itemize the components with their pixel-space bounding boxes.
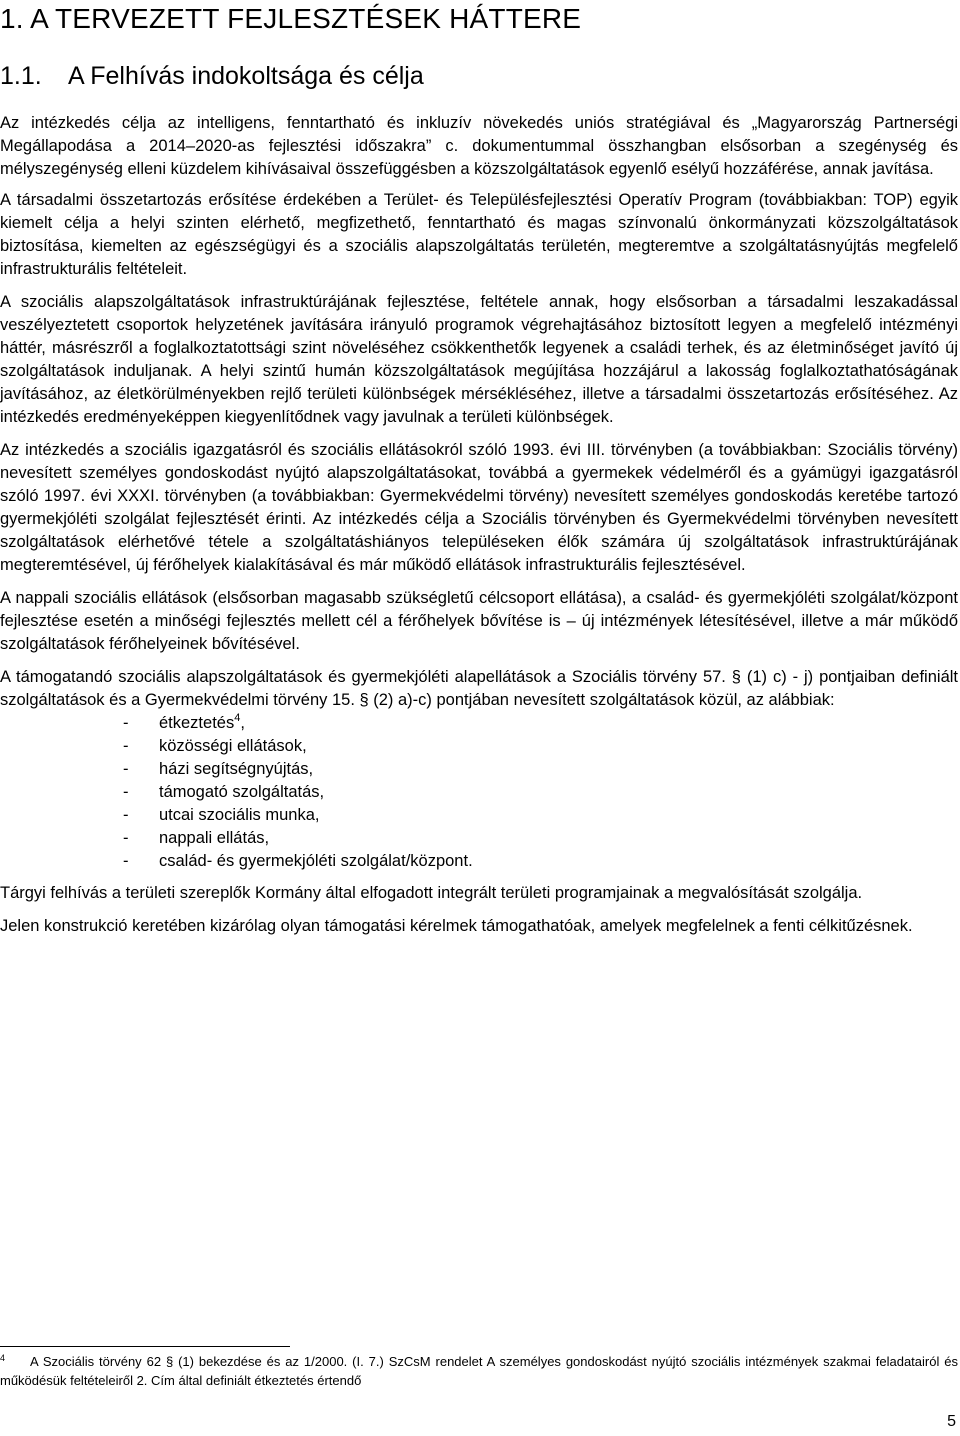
footnote-text: A Szociális törvény 62 § (1) bekezdése és az 1/2000. (I. 7.) SzCsM rendelet A személyes gondoskodást nyújtó szociális intézmények szakmai feladatairól és működésük feltételeiről 2. Cím által definiált étkeztetés értendő — [0, 1354, 958, 1388]
closing-paragraph-2: Jelen konstrukció keretében kizárólag olyan támogatási kérelmek támogathatóak, amelyek megfelelnek a fenti célkitűzésnek. — [0, 917, 913, 935]
paragraph-4: Az intézkedés a szociális igazgatásról és szociális ellátásokról szóló 1993. évi III. törvényben (a továbbiakban: Szociális törvény) nevesített személyes gondoskodást nyújtó alapszolgáltatásokat, továbbá a gyermekek védelméről és a gyámügyi igazgatásról szóló 1997. évi XXXI. törvényben (a továbbiakban: Gyermekvédelmi törvény) nevesített személyes gondoskodás keretébe tartozó gyermekjóléti szolgálat fejlesztését érinti. Az intézkedés célja a Szociális törvényben és Gyermekvédelmi törvényben nevesített szolgáltatások elérhetővé tétele a szolgáltatáshiányos településeken élők számára új szolgáltatások infrastruktúrájának megteremtésével, új férőhelyek kialakításával és már működő ellátások infrastrukturális fejlesztésével. — [0, 441, 958, 574]
heading-level-2 — [0, 60, 424, 92]
list-item: - étkeztetés$^4$, — [123, 712, 245, 732]
paragraph-5: A nappali szociális ellátások (elsősorban magasabb szükségletű célcsoport ellátása), a család- és gyermekjóléti szolgálat/központ fejlesztése esetén a minőségi fejlesztés mellett cél a férőhelyek bővítése is – új intézmények létesítésével, illetve a már működő szolgáltatások férőhelyeinek bővítésével. — [0, 589, 958, 653]
list-item: - házi segítségnyújtás, — [123, 760, 314, 778]
list-item: - utcai szociális munka, — [123, 806, 320, 824]
paragraph-1: Az intézkedés célja az intelligens, fenntartható és inkluzív növekedés uniós stratégiával és „Magyarország Partnerségi Megállapodása a 2014–2020-as fejlesztési időszakra” c. dokumentummal összhangban elsősorban a szegénység és mélyszegénység elleni küzdelem kihívásaival összefüggésben a közszolgáltatások egyenlő esélyű hozzáférése, annak javítása. — [0, 114, 958, 178]
heading-level-1: 1. A TERVEZETT FEJLESZTÉSEK HÁTTERE — [0, 3, 582, 34]
paragraph-3: A szociális alapszolgáltatások infrastruktúrájának fejlesztése, feltétele annak, hogy elsősorban a társadalmi leszakadással veszélyeztetett csoportok helyzetének javítására irányuló programok végrehajtásához biztosított legyen a megfelelő intézményi háttér, másrészről a foglalkoztatottsági szint növeléséhez csökkenthetők legyenek a családi terhek, és az életminőséget javító új szolgáltatások induljanak. A helyi szintű humán közszolgáltatások megújítása hozzájárul a lakosság foglalkoztathatóságának javításához, az életkörülményekben rejlő területi különbségek mérsékléséhez, illetve a társadalmi összetartozás erősítéséhez. Az intézkedés eredményeképpen kiegyenlítődnek vagy javulnak a területi különbségek. — [0, 293, 958, 426]
service-list — [0, 712, 958, 873]
footnote: $^4$ A Szociális törvény 62 § (1) bekezdése és az 1/2000. (I. 7.) SzCsM rendelet A személyes gondoskodást nyújtó szociális intézmények szakmai feladatairól és működésük feltételeiről 2. Cím által definiált étkeztetés értendő — [0, 1353, 958, 1388]
body-text — [0, 112, 958, 948]
list-item: - közösségi ellátások, — [123, 737, 307, 755]
list-item: - nappali ellátás, — [123, 829, 270, 847]
page-number: 5 — [947, 1413, 956, 1430]
footnote-divider — [0, 1346, 290, 1347]
footnote-reference[interactable]: 4 — [234, 712, 241, 724]
paragraph-6: A támogatandó szociális alapszolgáltatások és gyermekjóléti alapellátások a Szociális törvény 57. § (1) c) - j) pontjaiban definiált szolgáltatások és a Gyermekvédelmi törvény 15. § (2) a)-c) pontjában nevesített szolgáltatások közül, az alábbiak: — [0, 668, 958, 709]
closing-paragraph-1: Tárgyi felhívás a területi szereplők Kormány által elfogadott integrált területi programjainak a megvalósítását szolgálja. — [0, 884, 863, 902]
paragraph-2: A társadalmi összetartozás erősítése érdekében a Terület- és Településfejlesztési Operatív Program (továbbiakban: TOP) egyik kiemelt célja a helyi szinten elérhető, megfizethető, fenntartható és magas színvonalú önkormányzati közszolgáltatások biztosítása, kiemelten az egészségügyi és a szociális alapszolgáltatás területén, megteremtve a szolgáltatásnyújtás megfelelő infrastrukturális feltételeit. — [0, 191, 958, 278]
heading-title: A Felhívás indokoltsága és célja — [68, 62, 424, 90]
list-item: - család- és gyermekjóléti szolgálat/központ. — [123, 852, 473, 870]
list-item: - támogató szolgáltatás, — [123, 783, 325, 801]
heading-number: 1.1. — [0, 62, 42, 90]
